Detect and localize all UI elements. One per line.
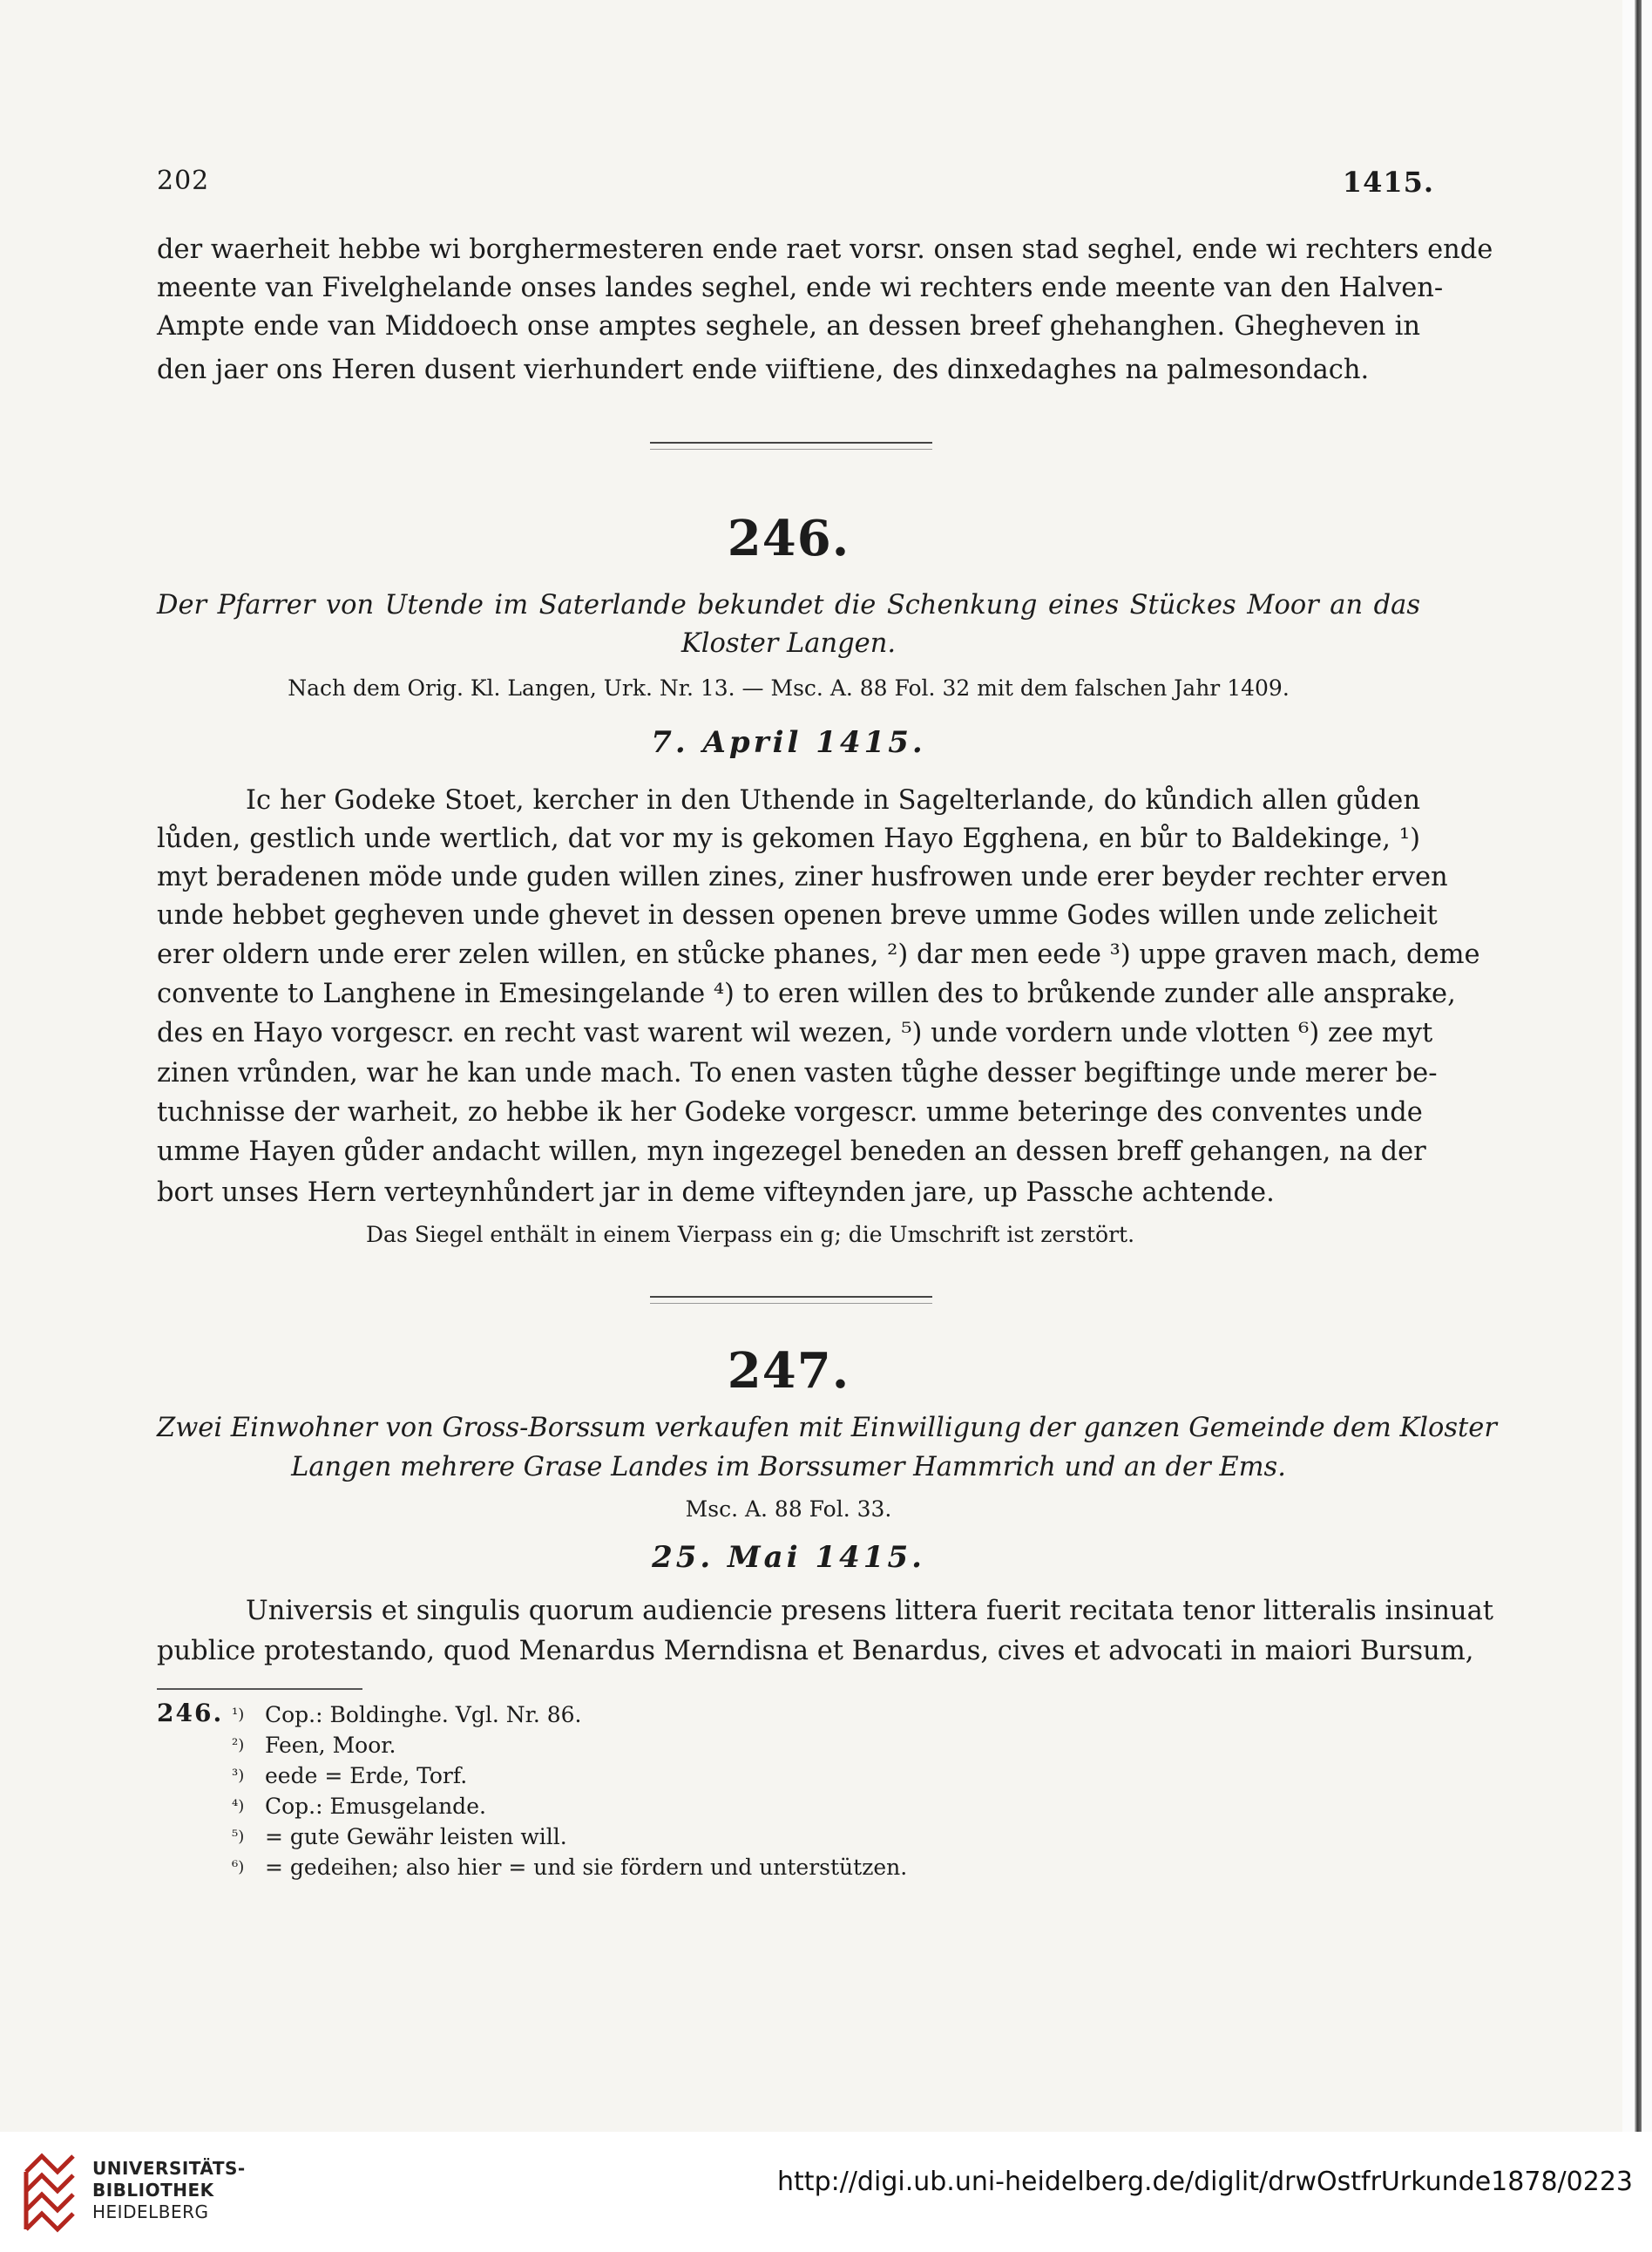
text-line: den jaer ons Heren dusent vierhundert ende viiftiene, des dinxedaghes na palmesondach.: [157, 355, 1370, 385]
document-date: 25. Mai 1415.: [652, 1540, 925, 1575]
footnote: [232, 1760, 467, 1792]
footnote-separator: [157, 1688, 362, 1690]
footnote-text: = gute Gewähr leisten will.: [265, 1824, 567, 1849]
document-source: Nach dem Orig. Kl. Langen, Urk. Nr. 13. — Msc. A. 88 Fol. 32 mit dem falschen Jahr 1409.: [288, 675, 1290, 701]
footnote-text: = gedeihen; also hier = und sie fördern und unterstützen.: [265, 1855, 908, 1880]
footnote-marker: ³): [232, 1767, 245, 1785]
running-year: 1415.: [1342, 166, 1434, 199]
text-line: tuchnisse der warheit, zo hebbe ik her Godeke vorgescr. umme beteringe des conventes unde: [157, 1097, 1423, 1128]
text-line: meente van Fivelghelande onses landes seghel, ende wi rechters ende meente van den Halven-: [157, 273, 1444, 303]
text-line: der waerheit hebbe wi borghermesteren ende raet vorsr. onsen stad seghel, ende wi rechters ende: [157, 234, 1493, 265]
footnote: [232, 1699, 582, 1731]
document-summary: Kloster Langen.: [680, 628, 897, 659]
footnote: [232, 1852, 907, 1883]
page-number: 202: [157, 166, 210, 196]
footnote-text: Feen, Moor.: [265, 1733, 396, 1758]
footnote-marker: ¹): [232, 1706, 245, 1724]
footnote-document-ref: 246.: [157, 1699, 224, 1727]
footnote-marker: ⁶): [232, 1858, 245, 1876]
footnote-text: eede = Erde, Torf.: [265, 1763, 468, 1788]
footnote-text: Cop.: Emusgelande.: [265, 1794, 486, 1819]
footnote-marker: ⁵): [232, 1828, 245, 1846]
document-number: 246.: [727, 510, 850, 567]
document-summary: Langen mehrere Grase Landes im Borssumer Hammrich und an der Ems.: [291, 1452, 1286, 1482]
footnote-marker: ⁴): [232, 1797, 245, 1815]
text-line: bort unses Hern verteynhůndert jar in deme vifteynden jare, up Passche achtende.: [157, 1177, 1275, 1208]
document-number: 247.: [727, 1342, 850, 1400]
text-line: publice protestando, quod Menardus Merndisna et Benardus, cives et advocati in maiori Bursum,: [157, 1636, 1474, 1666]
document-summary: Zwei Einwohner von Gross-Borssum verkaufen mit Einwilligung der ganzen Gemeinde dem Kloster: [157, 1413, 1497, 1443]
document-source: Msc. A. 88 Fol. 33.: [685, 1496, 892, 1522]
section-divider: [650, 442, 932, 450]
library-name: HEIDELBERG: [92, 2201, 209, 2222]
document-date: 7. April 1415.: [651, 725, 926, 760]
footnote-marker: ²): [232, 1736, 245, 1754]
text-line: des en Hayo vorgescr. en recht vast warent wil wezen, ⁵) unde vordern unde vlotten ⁶) zee myt: [157, 1018, 1433, 1048]
text-line: zinen vrůnden, war he kan unde mach. To enen vasten tůghe desser begiftinge unde merer be-: [157, 1058, 1438, 1089]
text-line: Universis et singulis quorum audiencie presens littera fuerit recitata tenor litteralis insinuat: [246, 1596, 1494, 1626]
footnote: [232, 1821, 567, 1853]
university-library-logo-icon: [19, 2146, 82, 2240]
text-line: erer oldern unde erer zelen willen, en stůcke phanes, ²) dar men eede ³) uppe graven mach, deme: [157, 939, 1480, 970]
text-line: lůden, gestlich unde wertlich, dat vor my is gekomen Hayo Egghena, en bůr to Baldekinge, ¹): [157, 824, 1420, 854]
text-line: umme Hayen gůder andacht willen, myn ingezegel beneden an dessen breff gehangen, na der: [157, 1136, 1426, 1167]
binding-shadow: [1635, 0, 1642, 2132]
library-name: BIBLIOTHEK: [92, 2180, 214, 2201]
section-divider: [650, 1296, 932, 1304]
permalink-url[interactable]: http://digi.ub.uni-heidelberg.de/diglit/drwOstfrUrkunde1878/0223: [777, 2167, 1633, 2197]
text-line: Ampte ende van Middoech onse amptes seghele, an dessen breef ghehanghen. Ghegheven in: [157, 311, 1420, 342]
library-name: UNIVERSITÄTS-: [92, 2158, 246, 2179]
footnote-text: Cop.: Boldinghe. Vgl. Nr. 86.: [265, 1702, 582, 1727]
footnote: [232, 1730, 396, 1761]
text-line: Ic her Godeke Stoet, kercher in den Uthende in Sagelterlande, do kůndich allen gůden: [246, 785, 1420, 816]
text-line: unde hebbet gegheven unde ghevet in dessen openen breve umme Godes willen unde zelicheit: [157, 900, 1438, 931]
seal-note: Das Siegel enthält in einem Vierpass ein g; die Umschrift ist zerstört.: [366, 1222, 1135, 1247]
footnote: [232, 1791, 486, 1822]
document-summary: Der Pfarrer von Utende im Saterlande bekundet die Schenkung eines Stückes Moor an das: [157, 590, 1420, 621]
text-line: convente to Langhene in Emesingelande ⁴) to eren willen des to brůkende zunder alle ansprake,: [157, 979, 1456, 1009]
text-line: myt beradenen möde unde guden willen zines, ziner husfrowen unde erer beyder rechter erven: [157, 862, 1448, 892]
